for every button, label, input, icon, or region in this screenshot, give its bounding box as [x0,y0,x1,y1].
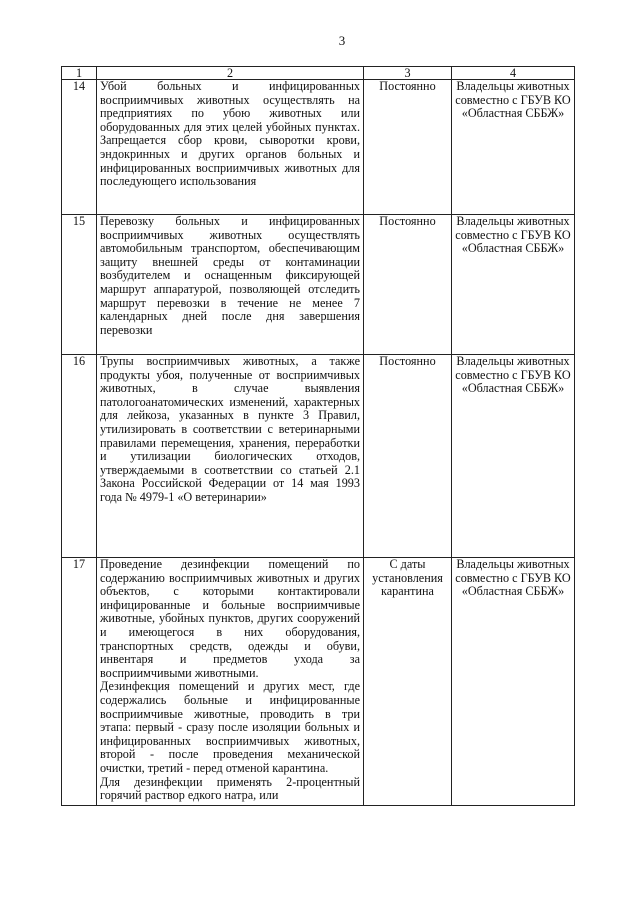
measure-text [97,355,364,558]
measure-paragraph: Проведение дезинфекции помещений по содержанию восприимчивых животных и других объектов, с которыми контактировали инфицированные и больные восприимчивые животные, убойных пунктов, других сооружений и имеющегося в них оборудования, транспортных средств, одежды и обуви, инвентаря и предметов ухода за восприимчивыми животными. [100,557,360,680]
measure-term: Постоянно [364,80,452,215]
measure-paragraph: Дезинфекция помещений и других мест, где содержались больные и инфицированные восприимчивые животные, проводить в три этапа: первый - сразу после изоляции больных и инфицированных восприимчивых животных, второй - после проведения механической очистки, третий - перед отменой карантина. [100,679,360,775]
measure-paragraph: Перевозку больных и инфицированных восприимчивых животных осуществлять автомобильным транспортом, обеспечивающим защиту внешней среды от контаминации возбудителем и оснащенным фиксирующей маршрут аппаратурой, позволяющей отследить маршрут перевозки в течение не менее 7 календарных дней после дня завершения перевозки [100,214,360,337]
row-number: 17 [62,558,97,806]
measure-term: С даты установления карантина [364,558,452,806]
table-row [62,558,575,806]
measures-table [61,66,575,806]
measure-responsible: Владельцы животных совместно с ГБУВ КО «Областная СББЖ» [452,80,575,215]
measure-text [97,558,364,806]
measure-text [97,80,364,215]
measure-responsible: Владельцы животных совместно с ГБУВ КО «Областная СББЖ» [452,215,575,355]
table-row [62,355,575,558]
measure-term: Постоянно [364,355,452,558]
measure-responsible: Владельцы животных совместно с ГБУВ КО «Областная СББЖ» [452,558,575,806]
page-number: 3 [338,33,346,48]
row-number: 16 [62,355,97,558]
measure-paragraph: Трупы восприимчивых животных, а также продукты убоя, полученные от восприимчивых животных, в случае выявления патологоанатомических изменений, характерных для лейкоза, указанных в пункте 3 Правил, утилизировать в соответствии с ветеринарными правилами перемещения, хранения, переработки и утилизации биологических отходов, утверждаемыми в соответствии со статьей 2.1 Закона Российской Федерации от 14 мая 1993 года № 4979-1 «О ветеринарии» [100,354,360,504]
row-number: 15 [62,215,97,355]
column-header-4: 4 [452,67,575,80]
header-row [62,67,575,80]
measure-responsible: Владельцы животных совместно с ГБУВ КО «Областная СББЖ» [452,355,575,558]
measure-paragraph: Для дезинфекции применять 2-процентный горячий раствор едкого натра, или [100,774,360,803]
measure-paragraph: Убой больных и инфицированных восприимчивых животных осуществлять на предприятиях по убою животных или оборудованных для этих целей убойных пунктах. Запрещается сбор крови, сыворотки крови, эндокринных и других органов больных и инфицированных восприимчивых животных для последующего использования [100,79,360,189]
row-number: 14 [62,80,97,215]
measure-term: Постоянно [364,215,452,355]
column-header-3: 3 [364,67,452,80]
column-header-2: 2 [97,67,364,80]
table-row [62,215,575,355]
column-header-1: 1 [62,67,97,80]
table-row [62,80,575,215]
measure-text [97,215,364,355]
